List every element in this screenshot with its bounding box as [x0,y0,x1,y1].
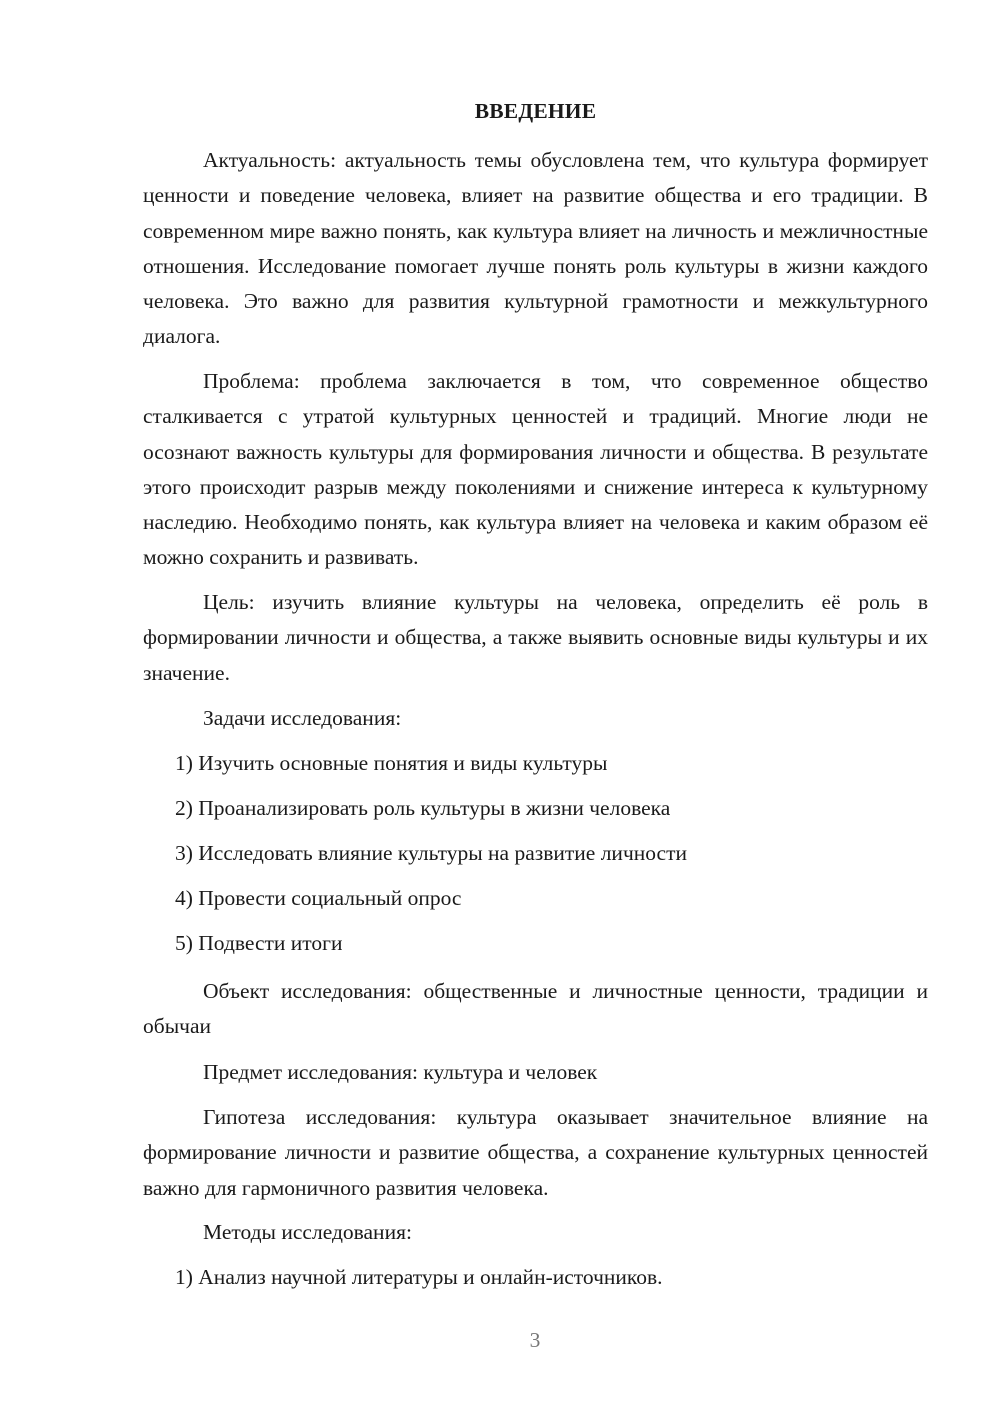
relevance-paragraph: Актуальность: актуальность темы обусловлена тем, что культура формирует ценности и поведение человека, влияет на развитие общества и его традиции. В современном мире важно понять, как культура влияет на личность и межличностные отношения. Исследование помогает лучше понять роль культуры в жизни каждого человека. Это важно для развития культурной грамотности и межкультурного диалога. [143,148,928,349]
methods-heading: Методы исследования: [203,1220,412,1244]
subject-line: Предмет исследования: культура и человек [203,1060,598,1084]
section-title: ВВЕДЕНИЕ [474,99,597,123]
goal-paragraph: Цель: изучить влияние культуры на человека, определить её роль в формировании личности и общества, а также выявить основные виды культуры и их значение. [143,590,928,685]
task-item: 3) Исследовать влияние культуры на развитие личности [175,841,687,865]
hypothesis-paragraph: Гипотеза исследования: культура оказывает значительное влияние на формирование личности и развитие общества, а сохранение культурных ценностей важно для гармоничного развития человека. [143,1105,928,1200]
task-item: 4) Провести социальный опрос [175,886,462,910]
tasks-heading: Задачи исследования: [203,706,402,730]
object-paragraph: Объект исследования: общественные и личностные ценности, традиции и обычаи [143,979,928,1039]
page-number: 3 [529,1328,541,1352]
method-item: 1) Анализ научной литературы и онлайн-источников. [175,1265,663,1289]
task-item: 2) Проанализировать роль культуры в жизни человека [175,796,671,820]
task-item: 5) Подвести итоги [175,931,343,955]
problem-paragraph: Проблема: проблема заключается в том, что современное общество сталкивается с утратой культурных ценностей и традиций. Многие люди не осознают важность культуры для формирования личности и общества. В результате этого происходит разрыв между поколениями и снижение интереса к культурному наследию. Необходимо понять, как культура влияет на человека и каким образом её можно сохранить и развивать. [143,369,928,570]
task-item: 1) Изучить основные понятия и виды культуры [175,751,608,775]
